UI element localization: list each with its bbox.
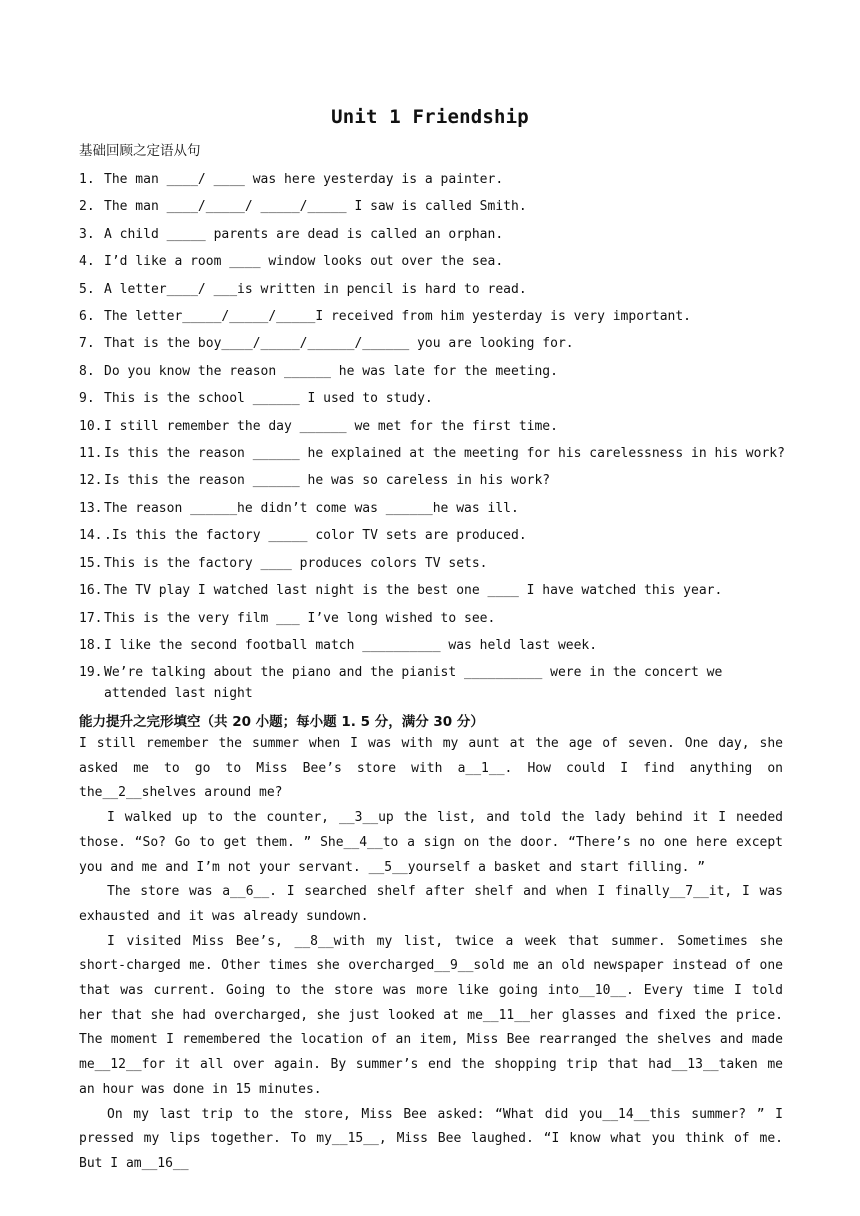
exercise-item — [79, 659, 799, 704]
exercise-number: 16. — [79, 583, 103, 599]
exercise-number: 4. — [79, 254, 95, 270]
exercise-text: Do you know the reason ______ he was late for the meeting. — [104, 363, 558, 379]
exercise-item — [79, 413, 799, 440]
cloze-passage — [79, 732, 783, 1177]
exercise-text: The TV play I watched last night is the best one ____ I have watched this year. — [104, 583, 723, 599]
exercise-number: 14. — [79, 528, 103, 544]
exercise-item — [79, 193, 799, 220]
exercise-item — [79, 550, 799, 577]
exercise-item — [79, 495, 799, 522]
exercise-item — [79, 577, 799, 604]
exercise-text: I still remember the day ______ we met for the first time. — [104, 418, 558, 434]
exercise-number: 15. — [79, 555, 103, 571]
passage-paragraph: I walked up to the counter, __3__up the list, and told the lady behind it I needed those. “So? Go to get them. ” She__4__to a sign on the door. “There’s no one here except you and me and I’m not your servant. __5__yourself a basket and start filling. ” — [79, 810, 783, 875]
exercise-list — [79, 166, 799, 704]
exercise-item — [79, 276, 799, 303]
exercise-text: I’d like a room ____ window looks out over the sea. — [104, 254, 504, 270]
exercise-item — [79, 330, 799, 357]
passage-paragraph: The store was a__6__. I searched shelf after shelf and when I finally__7__it, I was exhausted and it was already sundown. — [79, 884, 783, 924]
exercise-text: This is the factory ____ produces colors TV sets. — [104, 555, 488, 571]
exercise-number: 3. — [79, 226, 95, 242]
exercise-number: 17. — [79, 610, 103, 626]
exercise-item — [79, 522, 799, 549]
exercise-number: 19. — [79, 665, 103, 681]
exercise-text: This is the school ______ I used to study. — [104, 391, 433, 407]
exercise-text: Is this the reason ______ he explained at the meeting for his carelessness in his work? — [104, 446, 785, 462]
exercise-item — [79, 358, 799, 385]
exercise-item — [79, 440, 799, 467]
document-title: Unit 1 Friendship — [331, 106, 529, 128]
exercise-item — [79, 632, 799, 659]
exercise-text: We’re talking about the piano and the pianist __________ were in the concert we attended last night — [104, 665, 723, 702]
exercise-number: 5. — [79, 281, 95, 297]
exercise-number: 8. — [79, 363, 95, 379]
passage-paragraph: I visited Miss Bee’s, __8__with my list, twice a week that summer. Sometimes she short-charged me. Other times she overcharged__9__sold me an old newspaper instead of one that was current. Going to the store was more like going into__10__. Every time I told her that she had overcharged, she just looked at me__11__her glasses and fixed the price. The moment I remembered the location of an item, Miss Bee rearranged the shelves and made me__12__for it all over again. By summer’s end the shopping trip that had__13__taken me an hour was done in 15 minutes. — [79, 933, 783, 1097]
exercise-text: A child _____ parents are dead is called an orphan. — [104, 226, 504, 242]
exercise-item — [79, 467, 799, 494]
exercise-number: 9. — [79, 391, 95, 407]
exercise-text: The letter_____/_____/_____I received from him yesterday is very important. — [104, 309, 691, 325]
exercise-item — [79, 166, 799, 193]
passage-paragraph: On my last trip to the store, Miss Bee asked: “What did you__14__this summer? ” I pressed my lips together. To my__15__, Miss Bee laughed. “I know what you think of me. But I am__16__ — [79, 1106, 783, 1171]
exercise-item — [79, 605, 799, 632]
exercise-text: I like the second football match __________ was held last week. — [104, 637, 598, 653]
exercise-text: The man ____/_____/ _____/_____ I saw is called Smith. — [104, 199, 527, 215]
exercise-item — [79, 385, 799, 412]
exercise-number: 18. — [79, 637, 103, 653]
exercise-item — [79, 221, 799, 248]
exercise-number: 10. — [79, 418, 103, 434]
exercise-number: 1. — [79, 172, 95, 187]
exercise-text: This is the very film ___ I’ve long wished to see. — [104, 610, 496, 626]
exercise-item — [79, 303, 799, 330]
section-heading-cloze: 能力提升之完形填空（共 20 小题；每小题 1. 5 分，满分 30 分） — [79, 714, 484, 730]
section-heading-grammar: 基础回顾之定语从句 — [79, 143, 201, 159]
passage-paragraph: I still remember the summer when I was with my aunt at the age of seven. One day, she asked me to go to Miss Bee’s store with a__1__. How could I find anything on the__2__shelves around me? — [79, 736, 783, 801]
exercise-text: The man ____/ ____ was here yesterday is a painter. — [104, 172, 504, 187]
exercise-number: 13. — [79, 500, 103, 516]
exercise-text: .Is this the factory _____ color TV sets are produced. — [104, 528, 527, 544]
exercise-text: That is the boy____/_____/______/______ you are looking for. — [104, 336, 574, 352]
exercise-number: 12. — [79, 473, 103, 489]
exercise-number: 2. — [79, 199, 95, 215]
exercise-number: 11. — [79, 446, 103, 462]
exercise-number: 7. — [79, 336, 95, 352]
exercise-item — [79, 248, 799, 275]
exercise-text: The reason ______he didn’t come was ______he was ill. — [104, 500, 519, 516]
exercise-text: A letter____/ ___is written in pencil is hard to read. — [104, 281, 527, 297]
exercise-text: Is this the reason ______ he was so careless in his work? — [104, 473, 551, 489]
exercise-number: 6. — [79, 309, 95, 325]
